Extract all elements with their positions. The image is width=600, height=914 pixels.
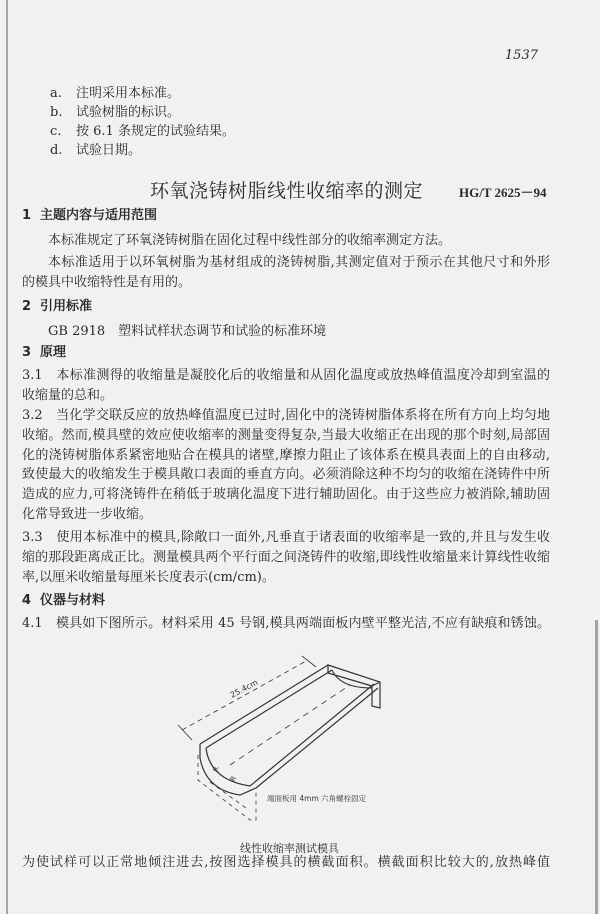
paragraph-line: 3.3 使用本标准中的模具,除敞口一面外,凡垂直于诸表面的收缩率是一致的,并且与发生收 [22,530,550,545]
radius-label-1: R [212,766,221,773]
figure-caption: 线性收缩率测试模具 [240,842,339,855]
item-letter: c. [50,124,62,139]
paragraph-line: 率,以厘米收缩量每厘米长度表示(cm/cm)。 [22,570,275,585]
section-title: 仪器与材料 [40,593,106,608]
paragraph-line: 3.2 当化学交联反应的放热峰值温度已过时,固化中的浇铸树脂体系将在所有方向上均匀地 [22,408,550,423]
section-heading-1 [22,208,157,224]
document-title: 环氧浇铸树脂线性收缩率的测定 [150,180,424,202]
section-number: 3 [22,345,32,360]
scan-edge-right [595,620,598,914]
figure-note: 端面板用 4mm 六角螺栓固定 [267,794,367,803]
paragraph-line: 的模具中收缩特性是有用的。 [22,275,192,290]
standard-code: HG/T 2625－94 [459,185,547,200]
list-item [50,143,141,159]
reference-line: GB 2918 塑料试样状态调节和试验的标准环境 [48,324,327,339]
paragraph-line: 缩的那段距离成正比。测量模具两个平行面之间浇铸件的收缩,即线性收缩量来计算线性收缩 [22,550,550,565]
paragraph-line: 4.1 模具如下图所示。材料采用 45 号钢,模具两端面板内壁平整光洁,不应有缺痕和锈蚀。 [22,616,550,631]
list-item [50,86,180,102]
paragraph-line: 收缩量的总和。 [22,388,114,403]
length-label: 25.4cm [228,677,260,700]
paragraph-line: 3.1 本标准测得的收缩量是凝胶化后的收缩量和从固化温度或放热峰值温度冷却到室温的 [22,368,550,383]
list-item [50,105,180,121]
paragraph-line: 化的浇铸树脂体系紧密地贴合在模具的诸壁,摩擦力阻止了该体系在模具表面上的自由移动, [22,448,550,463]
paragraph-line: 致使最大的收缩发生于模具敞口表面的垂直方向。必须消除这种不均匀的收缩在浇铸件中所 [22,467,550,482]
item-text: 试验树脂的标识。 [76,105,181,120]
item-letter: a. [50,86,62,101]
paragraph-line: 化常导致进一步收缩。 [22,507,153,522]
item-text: 试验日期。 [76,143,142,158]
list-item [50,124,235,140]
item-letter: b. [50,105,63,120]
section-heading-3 [22,345,66,361]
paragraph-line: 本标准规定了环氧浇铸树脂在固化过程中线性部分的收缩率测定方法。 [48,233,452,248]
paragraph-line: 为使试样可以正常地倾注进去,按图选择模具的横截面积。横截面积比较大的,放热峰值 [22,855,550,870]
section-number: 2 [22,299,32,314]
scan-edge [6,0,8,914]
page-number: 1537 [504,48,538,63]
paragraph-line: 本标准适用于以环氧树脂为基材组成的浇铸树脂,其测定值对于预示在其他尺寸和外形 [48,255,550,270]
section-title: 主题内容与适用范围 [40,208,158,223]
section-heading-4 [22,593,105,609]
paragraph-line: 造成的应力,可将浇铸件在稍低于玻璃化温度下进行辅助固化。由于这些应力被消除,辅助固 [22,487,550,502]
mold-figure [150,640,450,830]
section-heading-2 [22,299,92,315]
section-number: 1 [22,208,32,223]
item-text: 按 6.1 条规定的试验结果。 [76,124,235,139]
radius-label-2: R [228,774,239,783]
section-number: 4 [22,593,32,608]
section-title: 引用标准 [40,299,93,314]
paragraph-line: 收缩。然而,模具壁的效应使收缩率的测量变得复杂,当最大收缩正在出现的那个时刻,局部固 [22,428,550,443]
item-text: 注明采用本标准。 [76,86,181,101]
section-title: 原理 [40,345,67,360]
item-letter: d. [50,143,63,158]
